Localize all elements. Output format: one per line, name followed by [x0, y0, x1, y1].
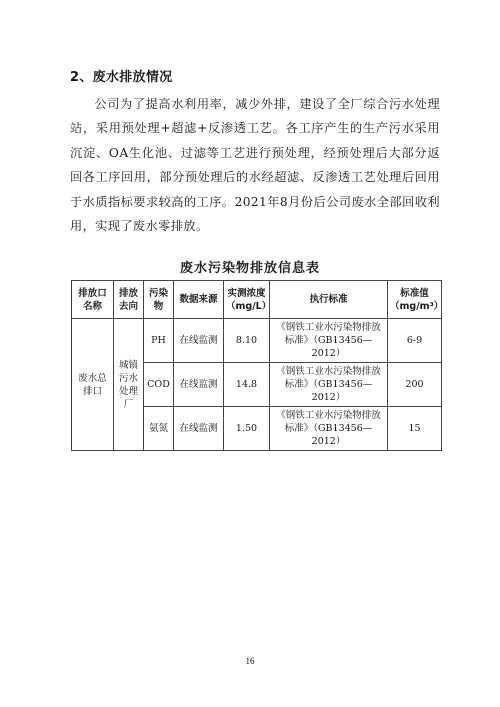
pollutant-cell: 氨氮 [144, 407, 174, 451]
header-measured-concentration: 实测浓度（mg/L） [224, 281, 270, 319]
section-heading: 2、废水排放情况 [70, 70, 173, 85]
table-title: 废水污染物排放信息表 [179, 261, 320, 276]
header-outlet-name: 排放口名称 [72, 281, 114, 319]
standard-cell: 《钢铁工业水污染物排放标准》（GB13456—2012） [270, 363, 388, 407]
header-data-source: 数据来源 [174, 281, 224, 319]
body-paragraph: 公司为了提高水利用率，减少外排，建设了全厂综合污水处理站，采用预处理+超滤+反渗透工艺。各工序产生的生产污水采用沉淀、OA生化池、过滤等工艺进行预处理，经预处理后大部分返回各工序回用，部分预处理后的水经超滤、反渗透工艺处理后回用于水质指标要求较高的工序。2021年8月份后公司废水全部回收利用，实现了废水零排放。 [70, 97, 440, 234]
pollutant-cell: COD [144, 363, 174, 407]
destination-cell: 城镇污水处理厂 [114, 319, 144, 451]
measured-cell: 1.50 [224, 407, 270, 451]
outlet-name-cell: 废水总排口 [72, 319, 114, 451]
limit-cell: 6-9 [388, 319, 442, 363]
table-row [72, 319, 442, 363]
table-header-row [72, 281, 442, 319]
measured-cell: 8.10 [224, 319, 270, 363]
page-number: 16 [245, 656, 255, 666]
header-pollutant: 污染物 [144, 281, 174, 319]
source-cell: 在线监测 [174, 407, 224, 451]
wastewater-emission-table [71, 280, 442, 451]
header-destination: 排放去向 [114, 281, 144, 319]
source-cell: 在线监测 [174, 363, 224, 407]
header-standard: 执行标准 [270, 281, 388, 319]
standard-cell: 《钢铁工业水污染物排放标准》（GB13456—2012） [270, 319, 388, 363]
limit-cell: 15 [388, 407, 442, 451]
measured-cell: 14.8 [224, 363, 270, 407]
limit-cell: 200 [388, 363, 442, 407]
header-limit-value: 标准值（mg/m³） [388, 281, 442, 319]
pollutant-cell: PH [144, 319, 174, 363]
standard-cell: 《钢铁工业水污染物排放标准》（GB13456—2012） [270, 407, 388, 451]
source-cell: 在线监测 [174, 319, 224, 363]
